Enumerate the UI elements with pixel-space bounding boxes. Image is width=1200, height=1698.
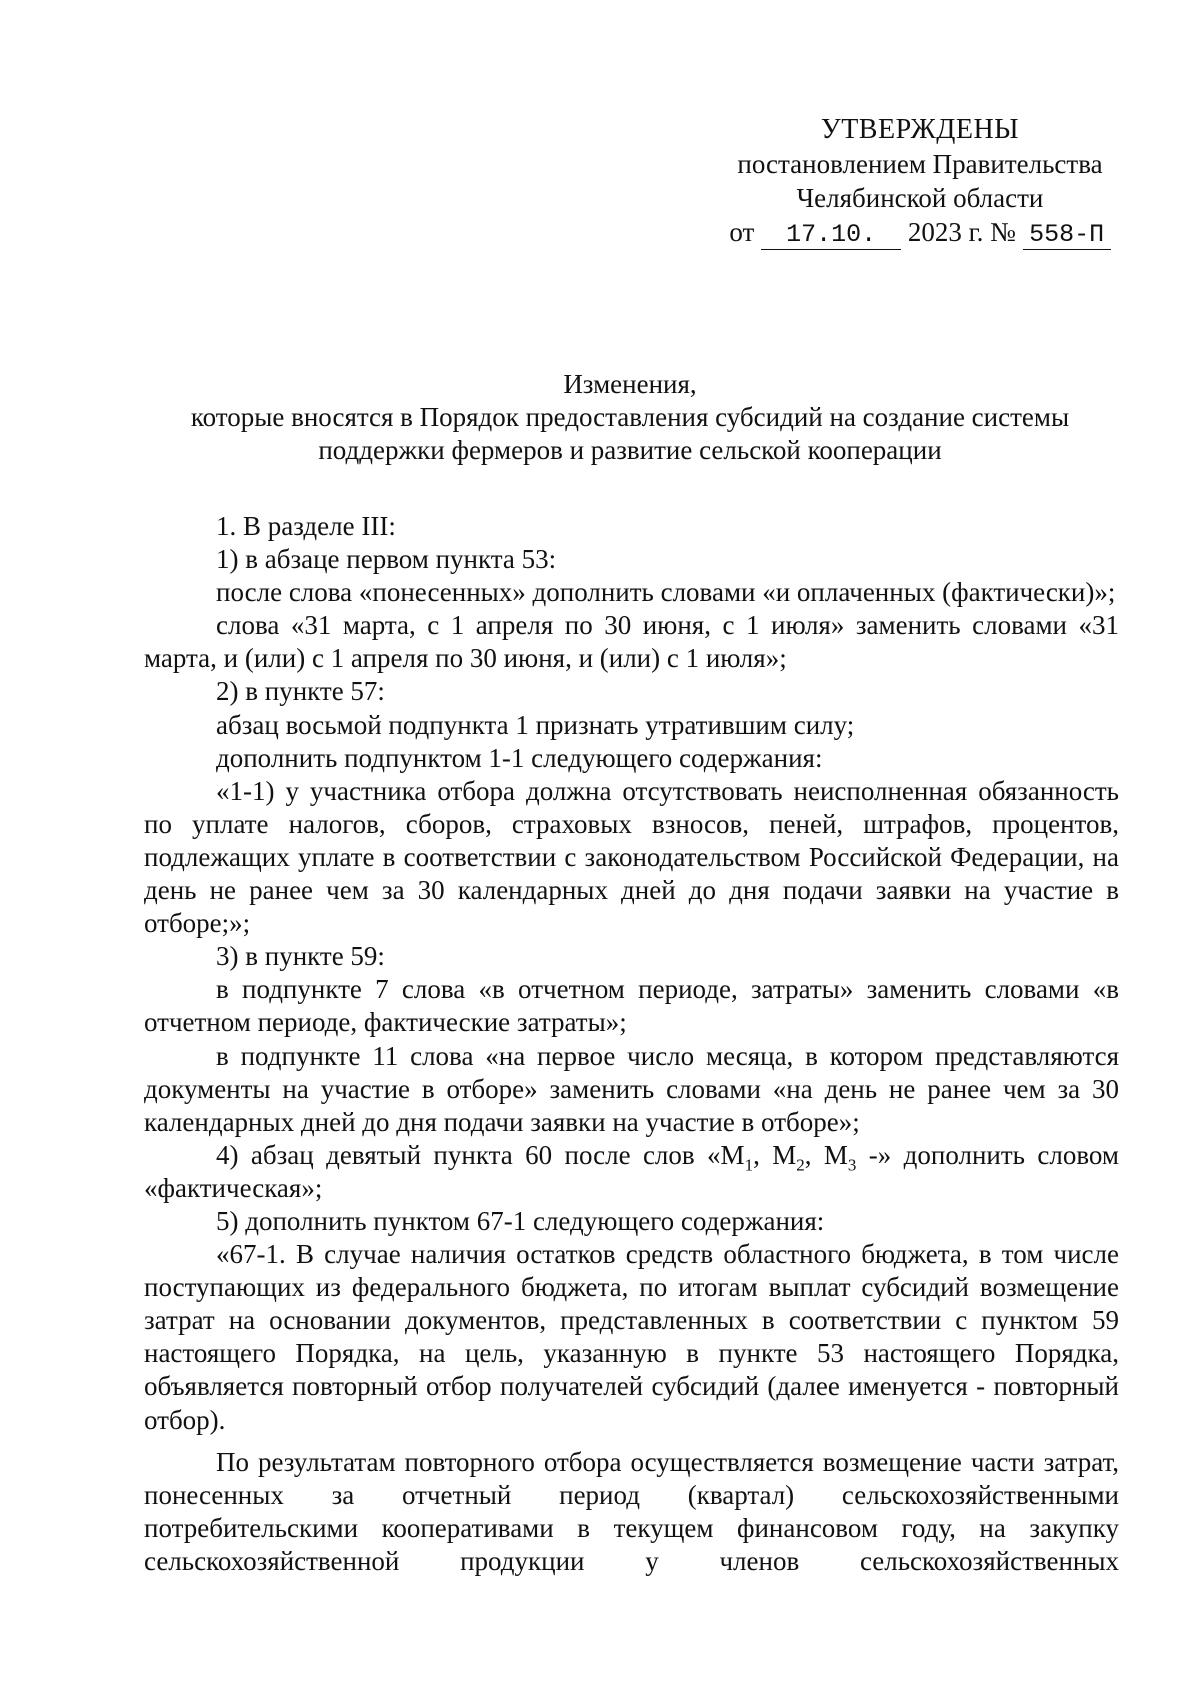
paragraph: после слова «понесенных» дополнить словами «и оплаченных (фактически)»; bbox=[216, 577, 1116, 608]
document-body bbox=[144, 510, 1119, 1578]
paragraph: в подпункте 11 слова «на первое число месяца, в котором представляются документы на участие в отборе» заменить словами «на день не ранее чем за 30 календарных дней до дня подачи заявки на участие в отборе»; bbox=[144, 1040, 1119, 1137]
paragraph: 3) в пункте 59: bbox=[216, 941, 385, 972]
text-segment: , M bbox=[753, 1139, 797, 1170]
paragraph-subscripts bbox=[144, 1139, 1119, 1205]
document-heading bbox=[140, 368, 1120, 467]
paragraph: абзац восьмой подпункта 1 признать утратившим силу; bbox=[216, 709, 855, 740]
paragraph: 1. В разделе III: bbox=[216, 511, 396, 541]
year-label: 2023 г. № bbox=[907, 217, 1016, 247]
subscript: 3 bbox=[847, 1155, 857, 1175]
approval-line-2: Челябинской области bbox=[796, 183, 1044, 213]
text-segment: -» дополнить словом «фактическая»; bbox=[144, 1139, 1119, 1203]
paragraph: По результатам повторного отбора осуществляется возмещение части затрат, понесенных за отчетный период (квартал) сельскохозяйственными потребительскими кооперативами в текущем финансовом году, на закупку сельскохозяйственной продукции у членов сельскохозяйственных bbox=[144, 1446, 1119, 1576]
from-label: от bbox=[729, 217, 755, 247]
paragraph: слова «31 марта, с 1 апреля по 30 июня, с 1 июля» заменить словами «31 марта, и (или) с 1 апреля по 30 июня, и (или) с 1 июля»; bbox=[144, 610, 1119, 674]
approval-block bbox=[700, 113, 1140, 250]
paragraph: 5) дополнить пунктом 67-1 следующего содержания: bbox=[216, 1205, 825, 1236]
text-segment: , M bbox=[804, 1139, 848, 1170]
approval-date: 17.10. bbox=[761, 221, 901, 250]
paragraph: 2) в пункте 57: bbox=[216, 676, 385, 707]
heading-line-1: которые вносятся в Порядок предоставления субсидий на создание системы bbox=[190, 402, 1070, 432]
approval-line-1: постановлением Правительства bbox=[737, 149, 1103, 179]
approval-number: 558-П bbox=[1023, 221, 1111, 250]
approval-title: УТВЕРЖДЕНЫ bbox=[820, 114, 1020, 145]
paragraph: дополнить подпунктом 1-1 следующего содержания: bbox=[216, 742, 823, 773]
heading-line-2: поддержки фермеров и развитие сельской кооперации bbox=[318, 435, 942, 465]
paragraph: «67-1. В случае наличия остатков средств областного бюджета, в том числе поступающих из федерального бюджета, по итогам выплат субсидий возмещение затрат на основании документов, представленных в соответствии с пунктом 59 настоящего Порядка, на цель, указанную в пункте 53 настоящего Порядка, объявляется повторный отбор получателей субсидий (далее именуется - повторный отбор). bbox=[144, 1239, 1119, 1435]
subscript: 1 bbox=[744, 1155, 754, 1175]
paragraph: «1-1) у участника отбора должна отсутствовать неисполненная обязанность по уплате налогов, сборов, страховых взносов, пеней, штрафов, процентов, подлежащих уплате в соответствии с законодательством Российской Федерации, на день не ранее чем за 30 календарных дней до дня подачи заявки на участие в отборе;»; bbox=[144, 775, 1119, 939]
subscript: 2 bbox=[796, 1155, 805, 1175]
approval-date-row bbox=[700, 215, 1140, 250]
text-segment: 4) абзац девятый пункта 60 после слов «M bbox=[216, 1139, 745, 1170]
paragraph: 1) в абзаце первом пункта 53: bbox=[216, 544, 557, 575]
paragraph: в подпункте 7 слова «в отчетном периоде, затраты» заменить словами «в отчетном периоде, фактические затраты»; bbox=[144, 974, 1119, 1038]
heading-title: Изменения, bbox=[563, 369, 697, 399]
